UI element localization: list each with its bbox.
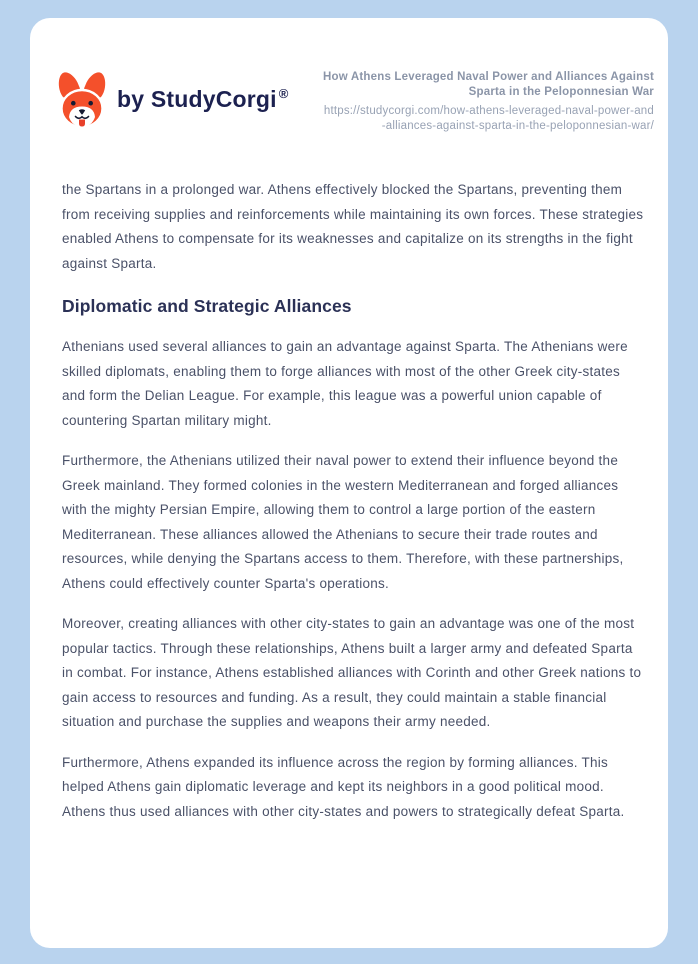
article-paragraph: Furthermore, the Athenians utilized their naval power to extend their influence beyond the Greek mainland. They formed colonies in the western Mediterranean and forged alliances with the mighty Persian Empire, allowing them to control a large portion of the eastern Mediterranean. These alliances allowed the Athenians to secure their trade routes and resources, while denying the Spartans access to them. Therefore, with these partnerships, Athens could effectively counter Sparta's operations. (62, 453, 624, 591)
source-url-link[interactable]: https://studycorgi.com/how-athens-leveraged-naval-power-and-alliances-against-sparta-in-the-peloponnesian-war/ (323, 105, 654, 132)
article-body (30, 178, 668, 824)
article-paragraph: Athenians used several alliances to gain an advantage against Sparta. The Athenians were skilled diplomats, enabling them to forge alliances with most of the other Greek city-states and form the Delian League. For example, this league was a powerful union capable of countering Spartan military might. (62, 339, 628, 428)
document-page-card (30, 18, 668, 948)
section-heading: Diplomatic and Strategic Alliances (62, 296, 352, 316)
document-title: How Athens Leveraged Naval Power and Alliances Against Sparta in the Peloponnesian War (323, 71, 654, 98)
document-header (30, 18, 668, 134)
registered-trademark-symbol: ® (278, 85, 289, 101)
logo-wordmark: by StudyCorgi ® (117, 85, 289, 112)
corgi-face-icon (56, 70, 108, 128)
article-paragraph: Moreover, creating alliances with other city-states to gain an advantage was one of the most popular tactics. Through these relationships, Athens built a larger army and defeated Sparta in combat. For instance, Athens established alliances with Corinth and other Greek nations to gain access to resources and funding. As a result, they could maintain a stable financial situation and purchase the supplies and weapons their army needed. (62, 616, 642, 729)
studycorgi-logo (56, 70, 289, 128)
article-paragraph: the Spartans in a prolonged war. Athens effectively blocked the Spartans, preventing them from receiving supplies and reinforcements while maintaining its own forces. These strategies enabled Athens to compensate for its weaknesses and capitalize on its strengths in the fight against Sparta. (62, 182, 644, 271)
document-meta (322, 68, 654, 134)
article-paragraph: Furthermore, Athens expanded its influence across the region by forming alliances. This helped Athens gain diplomatic leverage and kept its neighbors in a good political mood. Athens thus used alliances with other city-states and powers to strategically defeat Sparta. (62, 754, 625, 819)
